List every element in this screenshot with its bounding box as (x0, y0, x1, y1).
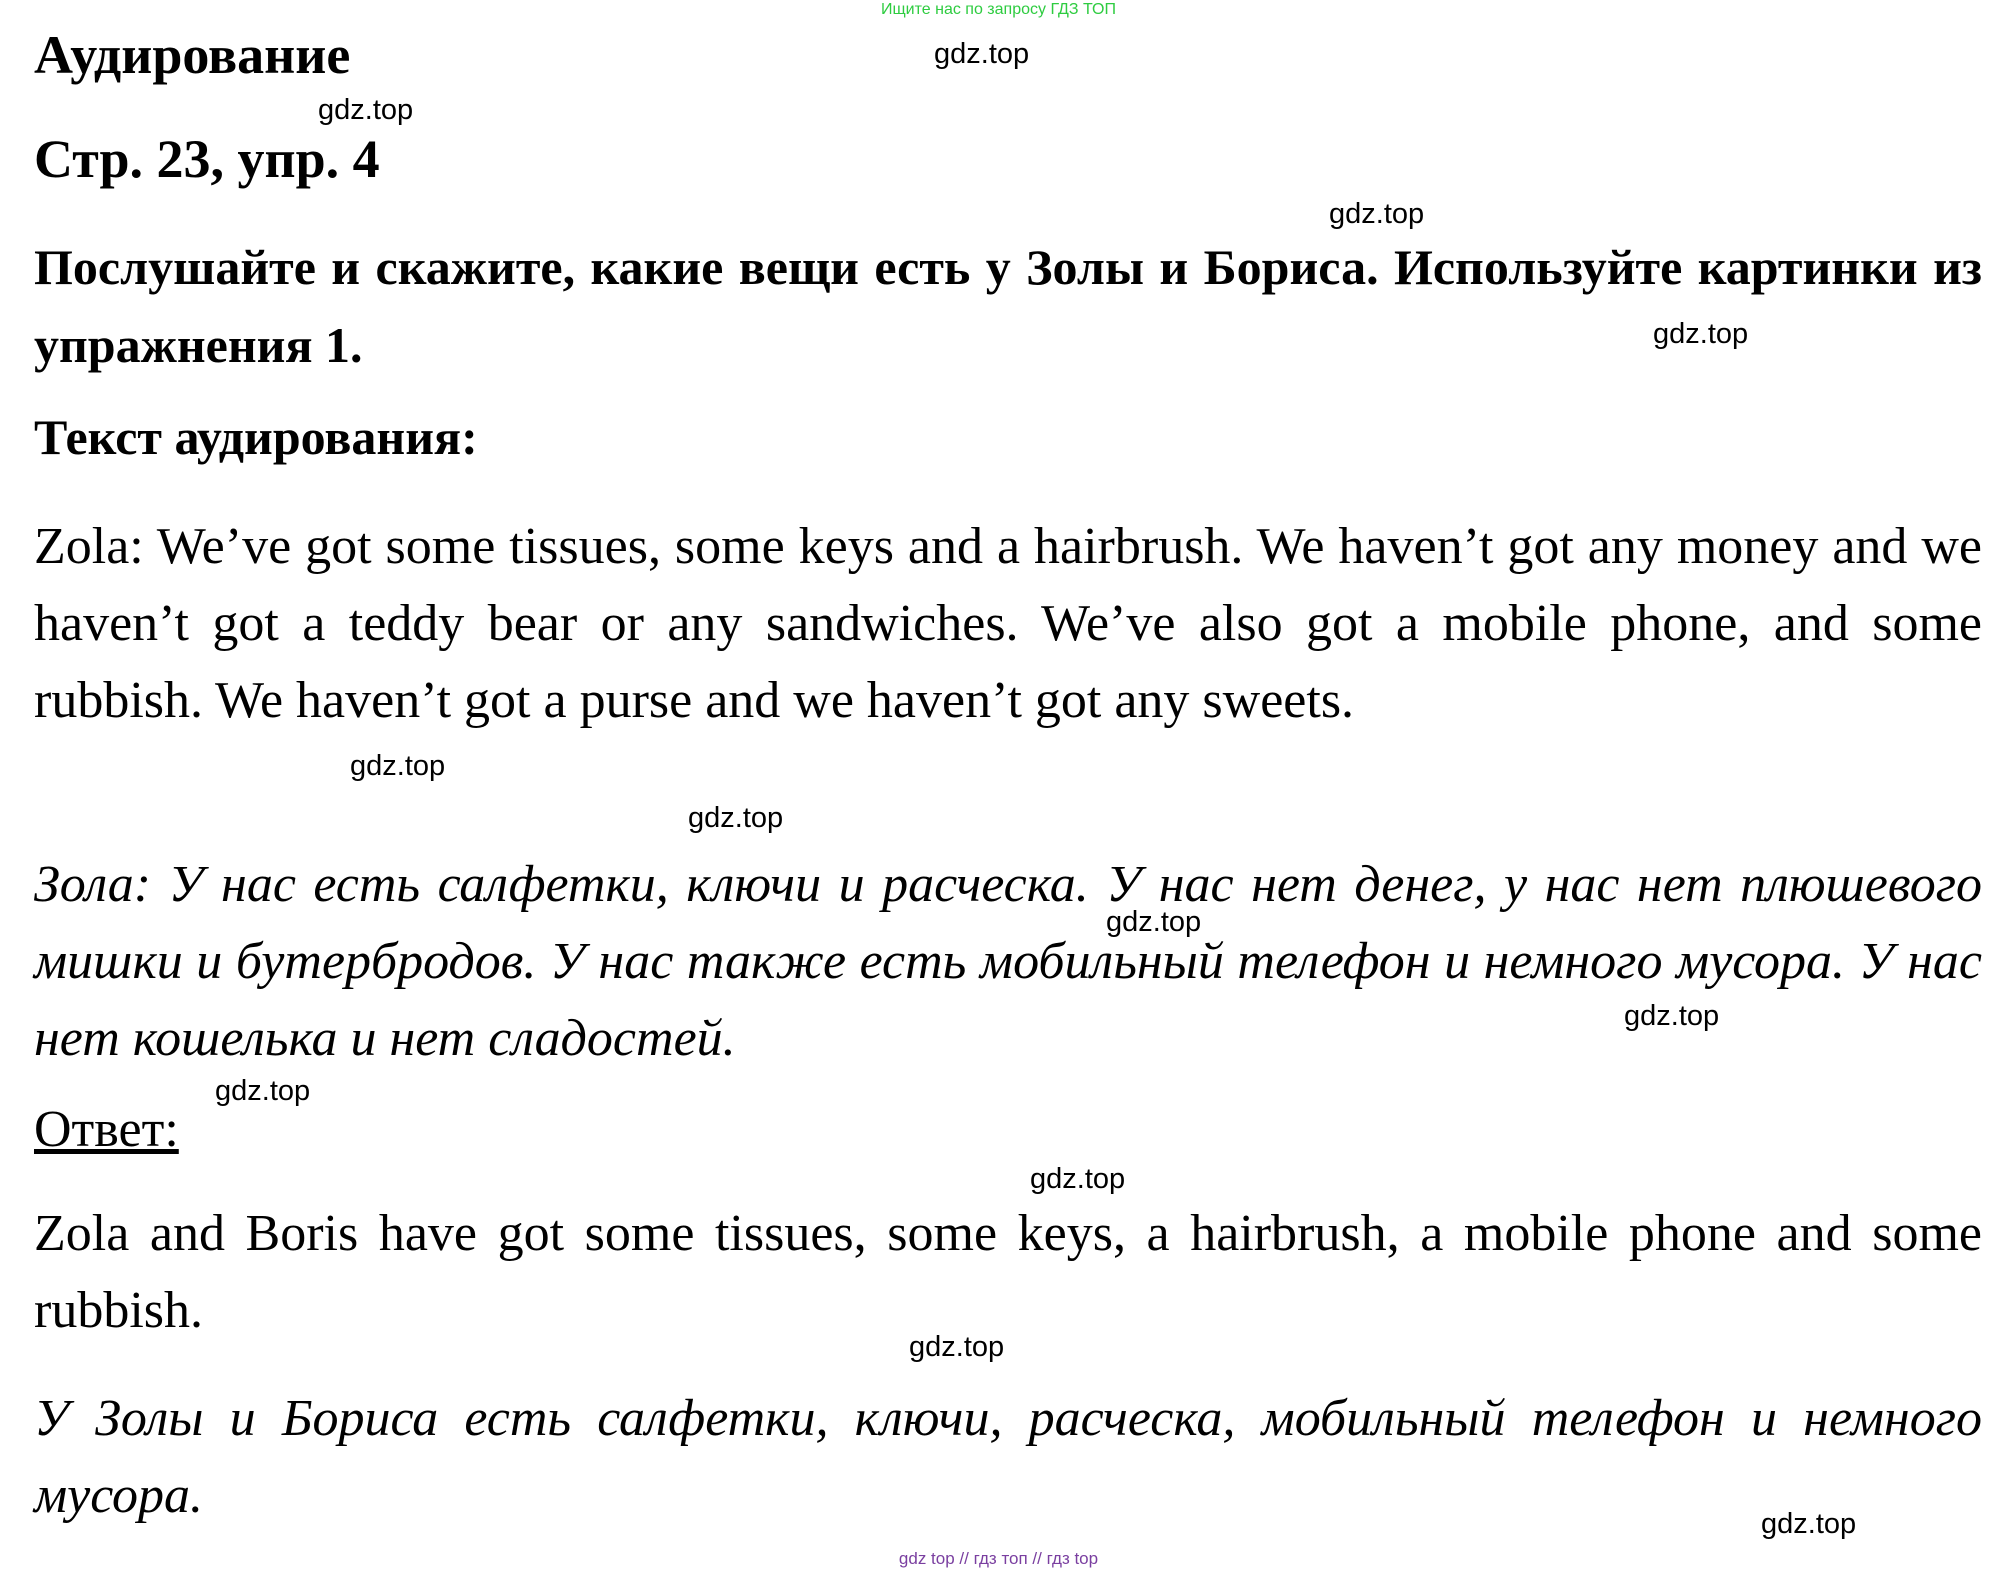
page-reference: Стр. 23, упр. 4 (34, 129, 380, 189)
watermark: gdz.top (1624, 1000, 1720, 1032)
footer-links: gdz top // гдз топ // гдз top (898, 1549, 1099, 1568)
watermark: gdz.top (318, 94, 414, 126)
listening-text-english: Zola: We’ve got some tissues, some keys and a hairbrush. We haven’t got any money and we haven’t got a teddy bear or any sandwiches. We’ve also got a mobile phone, and some rubbish. We haven’t got a purse and we haven’t got any sweets. (34, 518, 1982, 729)
watermark: gdz.top (350, 750, 446, 782)
answer-text-english: Zola and Boris have got some tissues, some keys, a hairbrush, a mobile phone and some rubbish. (34, 1205, 1982, 1339)
watermark: gdz.top (1329, 198, 1425, 230)
answer-label: Ответ: (34, 1101, 179, 1158)
listening-text-russian: Зола: У нас есть салфетки, ключи и расческа. У нас нет денег, у нас нет плюшевого мишки и бутербродов. У нас также есть мобильный телефон и немного мусора. У нас нет кошелька и нет сладостей. (34, 856, 1982, 1067)
watermark: gdz.top (934, 38, 1030, 70)
task-instruction: Послушайте и скажите, какие вещи есть у Золы и Бориса. Используйте картинки из упражнения 1. (34, 239, 1982, 373)
watermark: gdz.top (215, 1075, 311, 1107)
watermark: gdz.top (1761, 1508, 1857, 1540)
listening-label: Текст аудирования: (34, 409, 478, 465)
watermark: gdz.top (688, 802, 784, 834)
watermark: gdz.top (1653, 318, 1749, 350)
answer-text-russian: У Золы и Бориса есть салфетки, ключи, расческа, мобильный телефон и немного мусора. (34, 1390, 1982, 1524)
watermark: gdz.top (1030, 1163, 1126, 1195)
watermark: gdz.top (1106, 906, 1202, 938)
watermark: gdz.top (909, 1331, 1005, 1363)
header-banner: Ищите нас по запросу ГДЗ ТОП (881, 1, 1116, 18)
section-title: Аудирование (34, 25, 351, 85)
